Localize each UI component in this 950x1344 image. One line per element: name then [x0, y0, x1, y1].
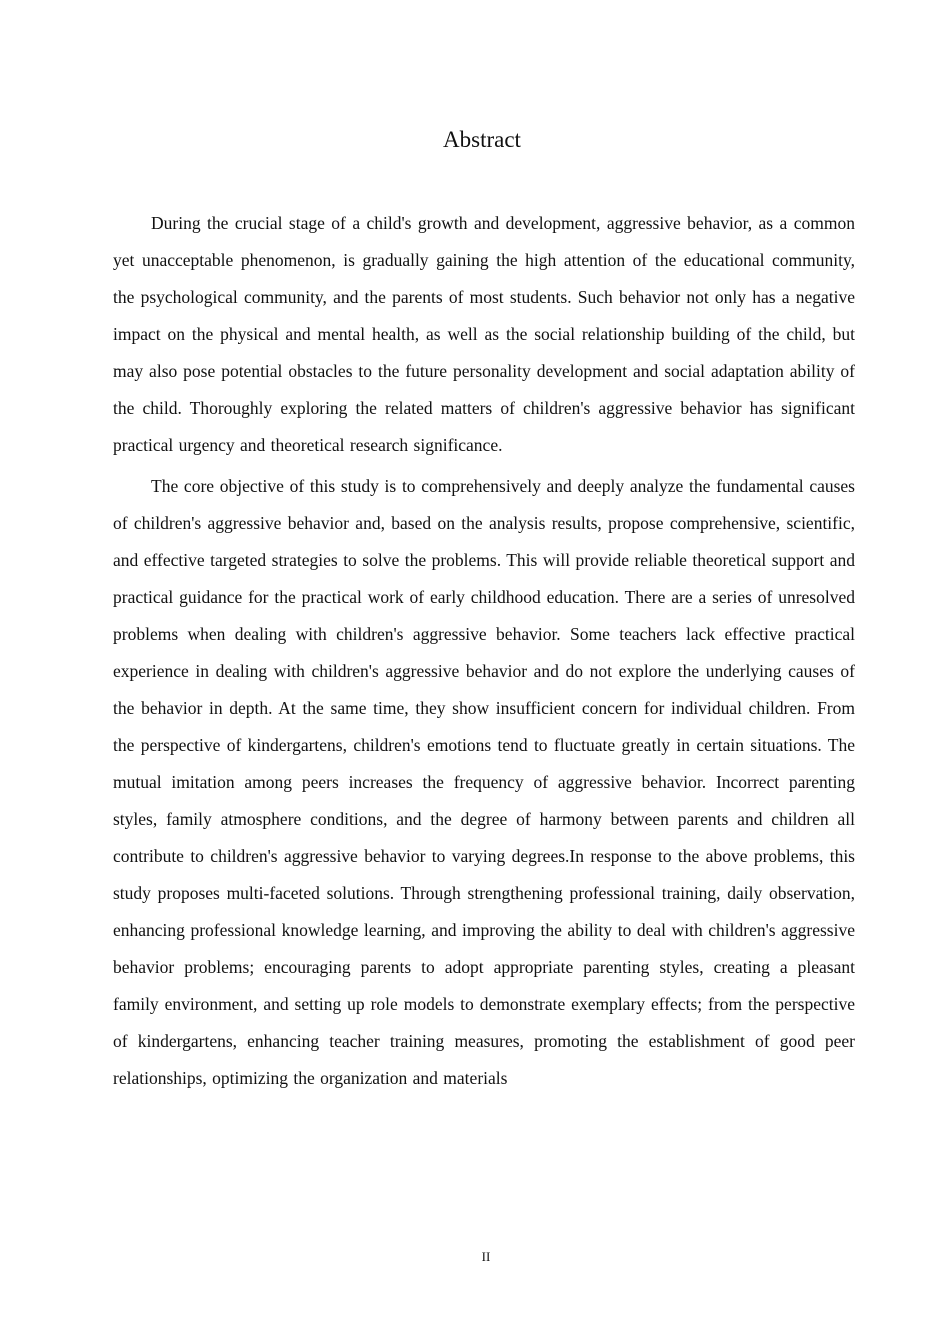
abstract-body — [113, 205, 855, 1101]
abstract-paragraph-1: During the crucial stage of a child's growth and development, aggressive behavior, as a common yet unacceptable phenomenon, is gradually gaining the high attention of the educational community, the psychological community, and the parents of most students. Such behavior not only has a negative impact on the physical and mental health, as well as the social relationship building of the child, but may also pose potential obstacles to the future personality development and social adaptation ability of the child. Thoroughly exploring the related matters of children's aggressive behavior has significant practical urgency and theoretical research significance. — [113, 213, 855, 455]
abstract-paragraph-2: The core objective of this study is to comprehensively and deeply analyze the fundamental causes of children's aggressive behavior and, based on the analysis results, propose comprehensive, scientific, and effective targeted strategies to solve the problems. This will provide reliable theoretical support and practical guidance for the practical work of early childhood education. There are a series of unresolved problems when dealing with children's aggressive behavior. Some teachers lack effective practical experience in dealing with children's aggressive behavior and do not explore the underlying causes of the behavior in depth. At the same time, they show insufficient concern for individual children. From the perspective of kindergartens, children's emotions tend to fluctuate greatly in certain situations. The mutual imitation among peers increases the frequency of aggressive behavior. Incorrect parenting styles, family atmosphere conditions, and the degree of harmony between parents and children all contribute to children's aggressive behavior to varying degrees.In response to the above problems, this study proposes multi-faceted solutions. Through strengthening professional training, daily observation, enhancing professional knowledge learning, and improving the ability to deal with children's aggressive behavior problems; encouraging parents to adopt appropriate parenting styles, creating a pleasant family environment, and setting up role models to demonstrate exemplary effects; from the perspective of kindergartens, enhancing teacher training measures, promoting the establishment of good peer relationships, optimizing the organization and materials — [113, 476, 855, 1088]
page-number: II — [481, 1249, 491, 1264]
abstract-title: Abstract — [443, 127, 521, 152]
